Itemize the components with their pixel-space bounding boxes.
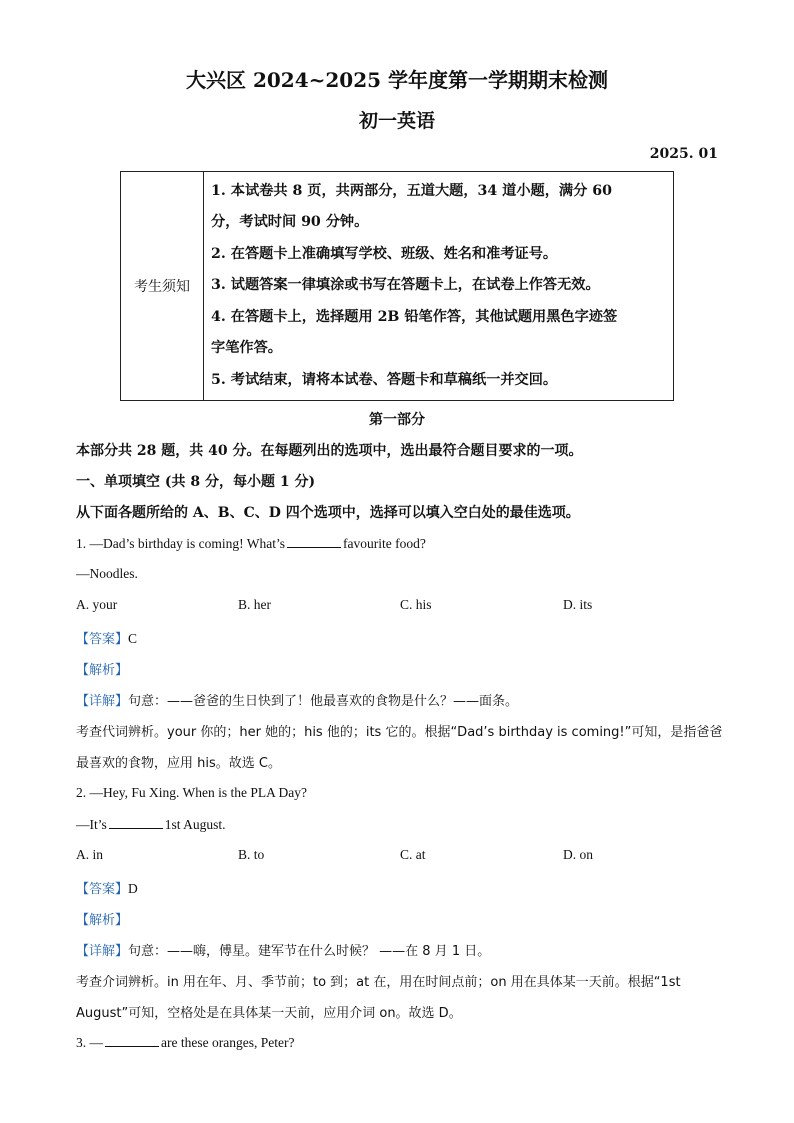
question-2-explanation: 考查介词辨析。in 用在年、月、季节前；to 到；at 在，用在时间点前；on 用在具体某一天前。根据“1st <box>76 975 681 990</box>
part-intro: 本部分共 28 题，共 40 分。在每题列出的选项中，选出最符合题目要求的一项。 <box>76 443 583 459</box>
question-2-stem: 2. —Hey, Fu Xing. When is the PLA Day? <box>76 785 307 800</box>
detail-tag: 【详解】 <box>76 944 129 959</box>
analysis-tag: 【解析】 <box>76 663 129 678</box>
question-1-option-b: B. her <box>238 597 271 612</box>
detail-text: 句意：——爸爸的生日快到了！他最喜欢的食物是什么？——面条。 <box>128 694 519 709</box>
notice-body <box>204 172 674 401</box>
question-3-stem-end: are these oranges, Peter? <box>161 1035 295 1050</box>
answer-tag: 【答案】 <box>76 882 129 897</box>
question-1-stem-end: favourite food? <box>342 536 426 551</box>
notice-line: 分，考试时间 90 分钟。 <box>211 214 369 231</box>
notice-line: 3. 试题答案一律填涂或书写在答题卡上，在试卷上作答无效。 <box>211 277 600 294</box>
exam-notice-table <box>120 171 674 401</box>
detail-tag: 【详解】 <box>76 694 129 709</box>
notice-label: 考生须知 <box>121 172 204 401</box>
question-2-reply-end: 1st August. <box>164 817 226 832</box>
exam-subject: 初一英语 <box>358 110 435 132</box>
question-3-stem-start: 3. — <box>76 1035 103 1050</box>
question-1-stem-start: 1. —Dad’s birthday is coming! What’s <box>76 536 285 551</box>
question-2-detail <box>76 940 490 959</box>
section-instruction: 从下面各题所给的 A、B、C、D 四个选项中，选择可以填入空白处的最佳选项。 <box>76 505 580 521</box>
question-1-answer <box>76 628 137 647</box>
exam-title: 大兴区 2024~2025 学年度第一学期期末检测 <box>185 68 608 92</box>
analysis-tag: 【解析】 <box>76 913 129 928</box>
question-2-reply <box>76 816 226 833</box>
question-1-explanation-cont: 最喜欢的食物，应用 his。故选 C。 <box>76 756 281 771</box>
question-2-option-a: A. in <box>76 847 103 862</box>
answer-blank <box>105 1034 159 1047</box>
answer-value: D <box>128 881 138 896</box>
question-2-answer <box>76 878 138 897</box>
question-1-option-d: D. its <box>563 597 593 612</box>
question-1-explanation: 考查代词辨析。your 你的；her 她的；his 他的；its 它的。根据“Dad’s birthday is coming!”可知，是指爸爸 <box>76 725 723 740</box>
exam-date: 2025. 01 <box>649 146 718 162</box>
question-1-stem <box>76 535 426 552</box>
answer-blank <box>287 535 341 548</box>
notice-line: 4. 在答题卡上，选择题用 2B 铅笔作答，其他试题用黑色字迹签 <box>211 308 618 325</box>
notice-line: 1. 本试卷共 8 页，共两部分，五道大题，34 道小题，满分 60 <box>211 182 612 199</box>
answer-tag: 【答案】 <box>76 632 129 647</box>
question-2-reply-start: —It’s <box>76 817 107 832</box>
question-2-explanation-cont: August”可知，空格处是在具体某一天前，应用介词 on。故选 D。 <box>76 1006 462 1021</box>
question-2-option-d: D. on <box>563 847 593 862</box>
question-2-option-c: C. at <box>400 847 426 862</box>
notice-line: 字笔作答。 <box>211 340 282 357</box>
notice-line: 2. 在答题卡上准确填写学校、班级、姓名和准考证号。 <box>211 245 558 262</box>
answer-value: C <box>128 631 138 646</box>
question-1-option-c: C. his <box>400 597 432 612</box>
question-3-stem <box>76 1034 294 1051</box>
answer-blank <box>109 816 163 829</box>
question-1-option-a: A. your <box>76 597 118 612</box>
section-title: 一、单项填空 (共 8 分，每小题 1 分) <box>76 474 316 490</box>
question-2-option-b: B. to <box>238 847 265 862</box>
part-heading: 第一部分 <box>369 412 425 428</box>
question-1-detail <box>76 690 518 709</box>
detail-text: 句意：——嗨，傅星。建军节在什么时候？ ——在 8 月 1 日。 <box>128 944 491 959</box>
question-1-reply: —Noodles. <box>76 566 138 581</box>
notice-line: 5. 考试结束，请将本试卷、答题卡和草稿纸一并交回。 <box>211 371 558 388</box>
